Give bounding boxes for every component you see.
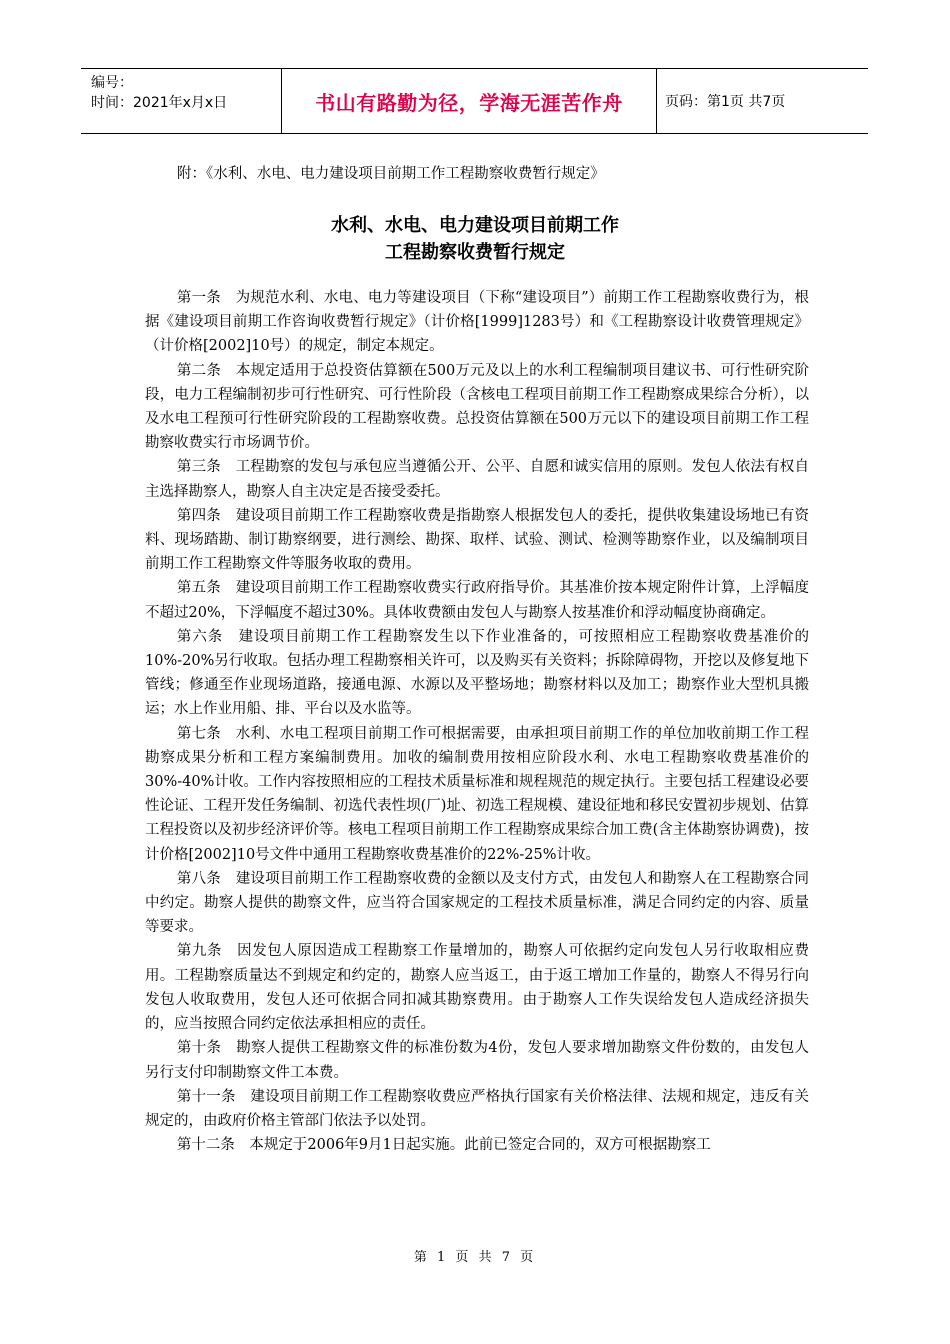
- article-paragraph: 第三条 工程勘察的发包与承包应当遵循公开、公平、自愿和诚实信用的原则。发包人依法有权自主选择勘察人，勘察人自主决定是否接受委托。: [145, 459, 809, 500]
- article-paragraph: 第八条 建设项目前期工作工程勘察收费的金额以及支付方式，由发包人和勘察人在工程勘察合同中约定。勘察人提供的勘察文件，应当符合国家规定的工程技术质量标准，满足合同约定的内容、质量等要求。: [145, 870, 809, 936]
- header-number-label: 编号：: [91, 75, 133, 91]
- header-motto: 书山有路勤为径，学海无涯苦作舟: [282, 69, 657, 133]
- article-paragraph: 第九条 因发包人原因造成工程勘察工作量增加的，勘察人可依据约定向发包人另行收取相应费用。工程勘察质量达不到规定和约定的，勘察人应当返工，由于返工增加工作量的，勘察人不得另行向发包人收取费用，发包人还可依据合同扣减其勘察费用。由于勘察人工作失误给发包人造成经济损失的，应当按照合同约定依法承担相应的责任。: [145, 943, 809, 1033]
- article-paragraph: 第四条 建设项目前期工作工程勘察收费是指勘察人根据发包人的委托，提供收集建设场地已有资料、现场踏勘、制订勘察纲要，进行测绘、勘探、取样、试验、测试、检测等勘察作业，以及编制项目前期工作工程勘察文件等服务收取的费用。: [145, 507, 809, 573]
- article-paragraph: 第二条 本规定适用于总投资估算额在500万元及以上的水利工程编制项目建议书、可行性研究阶段，电力工程编制初步可行性研究、可行性阶段（含核电工程项目前期工作工程勘察成果综合分析），以及水电工程预可行性研究阶段的工程勘察收费。总投资估算额在500万元以下的建设项目前期工作工程勘察收费实行市场调节价。: [145, 362, 809, 452]
- article-paragraph: 第六条 建设项目前期工作工程勘察发生以下作业准备的，可按照相应工程勘察收费基准价的10%-20%另行收取。包括办理工程勘察相关许可，以及购买有关资料；拆除障碍物，开挖以及修复地下管线；修通至作业现场道路，接通电源、水源以及平整场地；勘察材料以及加工；勘察作业大型机具搬运；水上作业用船、排、平台以及水监等。: [145, 628, 809, 718]
- article-paragraph: 第十一条 建设项目前期工作工程勘察收费应严格执行国家有关价格法律、法规和规定，违反有关规定的，由政府价格主管部门依法予以处罚。: [145, 1088, 809, 1129]
- article-paragraph: 第一条 为规范水利、水电、电力等建设项目（下称“建设项目”）前期工作工程勘察收费行为，根据《建设项目前期工作咨询收费暂行规定》（计价格[1999]1283号）和《工程勘察设计收费管理规定》（计价格[2002]10号）的规定，制定本规定。: [145, 290, 809, 355]
- attachment-line: 附：《水利、水电、电力建设项目前期工作工程勘察收费暂行规定》: [177, 166, 605, 182]
- page-footer: 第 1 页 共 7 页: [413, 1250, 537, 1265]
- header-meta: [81, 69, 282, 133]
- document-title-line1: 水利、水电、电力建设项目前期工作: [331, 215, 619, 236]
- header-page-info: 页码：第1页 共7页: [665, 94, 786, 110]
- header-time-label: 时间：2021年x月x日: [91, 95, 228, 111]
- document-body: [145, 286, 809, 1157]
- document-title-line2: 工程勘察收费暂行规定: [385, 242, 565, 263]
- article-paragraph: 第七条 水利、水电工程项目前期工作可根据需要，由承担项目前期工作的单位加收前期工作工程勘察成果分析和工程方案编制费用。加收的编制费用按相应阶段水利、水电工程勘察收费基准价的30%-40%计收。工作内容按照相应的工程技术质量标准和规程规范的规定执行。主要包括工程建设必要性论证、工程开发任务编制、初选代表性坝(厂)址、初选工程规模、建设征地和移民安置初步规划、估算工程投资以及初步经济评价等。核电工程项目前期工作工程勘察成果综合加工费(含主体勘察协调费)，按计价格[2002]10号文件中通用工程勘察收费基准价的22%-25%计收。: [145, 725, 809, 863]
- page-header: [81, 68, 868, 134]
- article-paragraph: 第十条 勘察人提供工程勘察文件的标准份数为4份，发包人要求增加勘察文件份数的，由发包人另行支付印制勘察文件工本费。: [145, 1040, 809, 1081]
- article-paragraph: 第十二条 本规定于2006年9月1日起实施。此前已签定合同的，双方可根据勘察工: [176, 1137, 711, 1154]
- article-paragraph: 第五条 建设项目前期工作工程勘察收费实行政府指导价。其基准价按本规定附件计算，上浮幅度不超过20%，下浮幅度不超过30%。具体收费额由发包人与勘察人按基准价和浮动幅度协商确定。: [145, 580, 809, 621]
